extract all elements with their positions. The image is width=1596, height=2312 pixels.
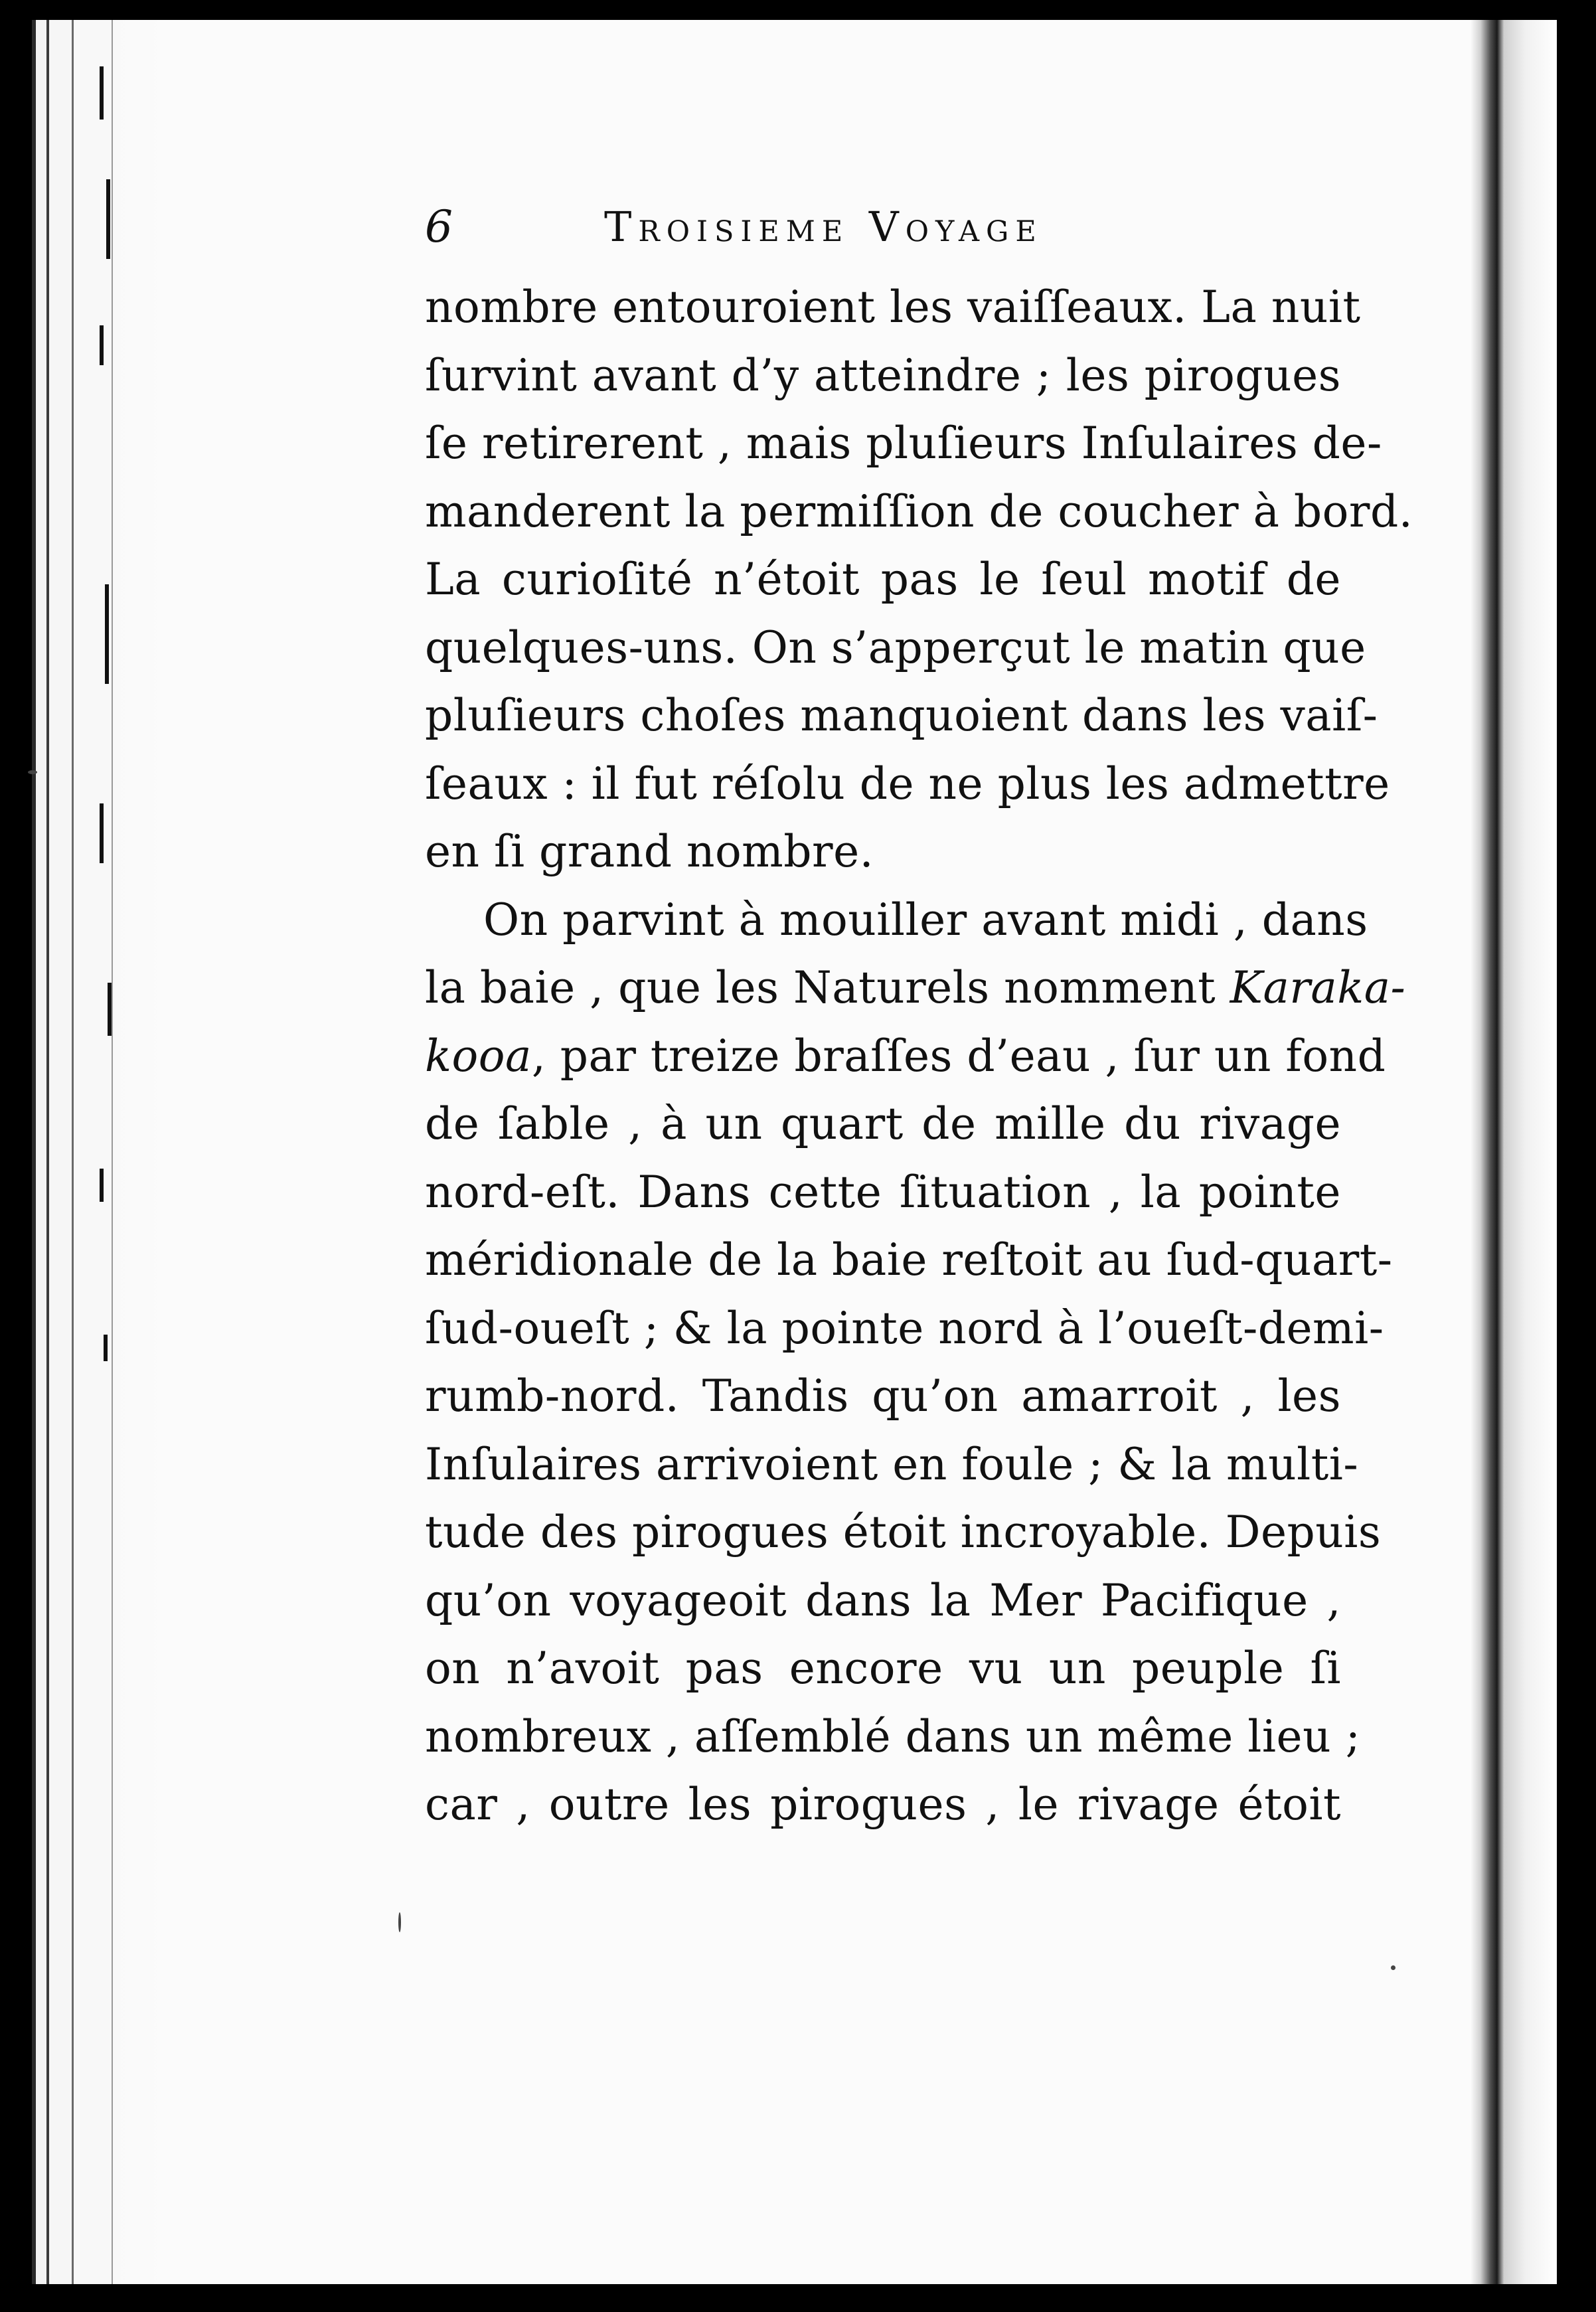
gutter-shadow [1471,20,1504,2284]
running-title: Troisieme Voyage [604,203,1043,251]
text-line: ſe retirerent , mais pluſieurs Inſulaires de- [425,418,1382,469]
scan-border-right [1557,0,1596,2312]
dust-speck [1391,1965,1396,1970]
text-line: méridionale de la baie reſtoit au ſud-quart- [425,1234,1393,1285]
text-line: car , outre les pirogues , le rivage étoit [425,1779,1341,1830]
text-line: nombre entouroient les vaiſſeaux. La nuit [425,282,1361,333]
text-line: On parvint à mouiller avant midi , dans [483,894,1368,946]
text-line: ſeaux : il fut réſolu de ne plus les admettre [425,758,1390,809]
text-block [425,194,1413,1839]
text-line: quelques-uns. On s’apperçut le matin que [425,621,1366,673]
text-line: de ſable , à un quart de mille du rivage [425,1098,1341,1149]
text-line: ſud-oueſt ; & la pointe nord à l’oueſt-demi- [425,1302,1384,1354]
italic-place-name: kooa [425,1030,532,1082]
text-line: rumb-nord. Tandis qu’on amarroit , les [425,1370,1341,1422]
text-line: manderent la permiſſion de coucher à bord. [425,485,1413,537]
text-fragment: la baie , que les Naturels nomment [425,962,1216,1013]
text-line: La curioſité n’étoit pas le ſeul motif de [425,554,1341,605]
text-line: ſurvint avant d’y atteindre ; les pirogues [425,349,1341,401]
binding-marks [100,40,146,2297]
text-line: Inſulaires arrivoient en foule ; & la multi- [425,1438,1359,1490]
text-line: en ſi grand nombre. [425,826,874,877]
text-line: on n’avoit pas encore vu un peuple ſi [425,1643,1341,1694]
running-head [425,194,1341,274]
text-line: tude des pirogues étoit incroyable. Depuis [425,1507,1382,1558]
text-line: nombreux , aſſemblé dans un même lieu ; [425,1710,1361,1762]
italic-place-name: Karaka- [1230,962,1406,1013]
page-number: 6 [425,201,453,252]
text-line: pluſieurs choſes manquoient dans les vaiſ- [425,690,1378,741]
dust-speck [398,1912,401,1932]
facing-page-edge [1504,20,1557,2284]
text-line: qu’on voyageoit dans la Mer Pacifique , [425,1574,1341,1626]
text-line [425,1023,1386,1091]
text-line [425,954,1406,1023]
dust-speck [28,770,37,774]
text-fragment: , par treize braſſes d’eau , ſur un fond [531,1030,1386,1082]
text-line: nord-eſt. Dans cette ſituation , la pointe [425,1166,1341,1218]
